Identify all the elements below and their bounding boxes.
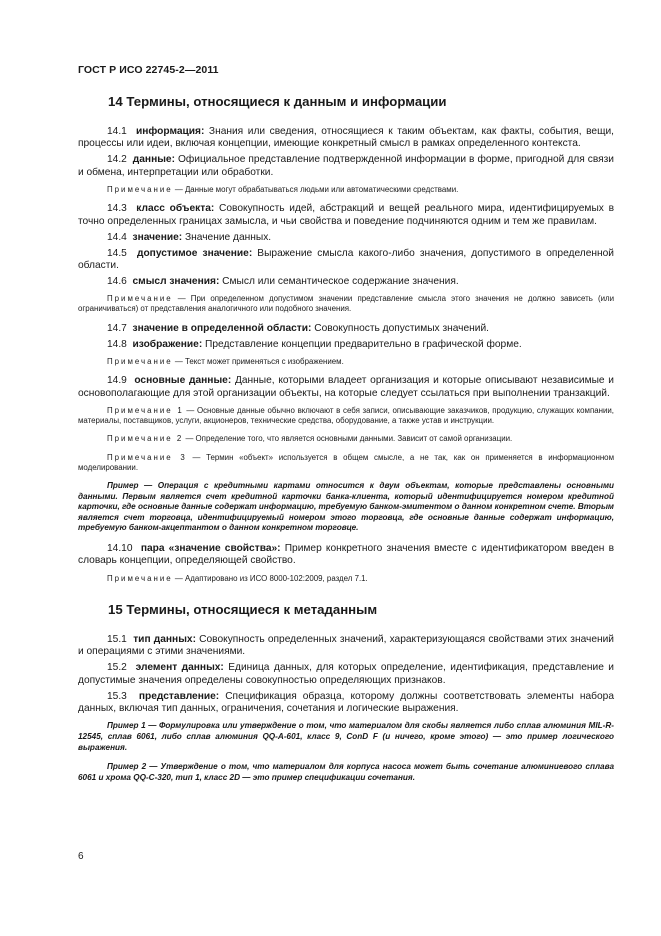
- term-14-8: 14.8 изображение: Представление концепции предварительно в графической форме.: [107, 338, 522, 350]
- note-14-9-3: Примечание 3 — Термин «объект» используется в общем смысле, а не так, как он применяется в информационном моделировании.: [78, 452, 614, 472]
- note-14-10: Примечание — Адаптировано из ИСО 8000-102:2009, раздел 7.1.: [107, 573, 368, 583]
- term-label: информация:: [135, 126, 205, 137]
- term-label: данные:: [132, 154, 175, 166]
- term-label: значение в определенной области:: [132, 322, 312, 334]
- term-label: тип данных:: [133, 634, 196, 645]
- term-label: пара «значение свойства»:: [140, 542, 281, 554]
- term-14-2: 14.2 данные: Официальное представление подтвержденной информации в форме, пригодной для связи и обмена, интерпретации или обработки.: [78, 154, 614, 178]
- page-number: 6: [78, 851, 84, 862]
- term-14-4: 14.4 значение: Значение данных.: [107, 231, 272, 243]
- document-header: ГОСТ Р ИСО 22745-2—2011: [78, 64, 219, 76]
- term-15-1: 15.1 тип данных: Совокупность определенных значений, характеризующаяся свойствами этих значений и операциями с этими значениями.: [78, 634, 614, 658]
- example-15-3-1: Пример 1 — Формулировка или утверждение о том, что материалом для скобы является либо сплав алюминия MIL-R-12545, сплав 6061, либо сплав алюминия QQ-A-601, класс 9, ConD F (и ничего, кроме этого) — это пример логического выражения.: [78, 721, 614, 752]
- term-14-7: 14.7 значение в определенной области: Совокупность допустимых значений.: [107, 322, 489, 334]
- term-label: допустимое значение:: [136, 247, 253, 259]
- term-label: смысл значения:: [132, 275, 220, 287]
- term-label: класс объекта:: [136, 203, 215, 215]
- term-label: изображение:: [132, 338, 203, 350]
- term-label: основные данные:: [134, 375, 232, 387]
- note-14-9-2: Примечание 2 — Определение того, что является основными данными. Зависит от самой организации.: [107, 434, 513, 444]
- term-14-10: 14.10 пара «значение свойства»: Пример конкретного значения вместе с идентификатором введен в словарь концепции, определяющей свойство.: [78, 542, 614, 567]
- term-label: представление:: [138, 690, 220, 702]
- term-14-9: 14.9 основные данные: Данные, которыми владеет организация и которые описывают независимые и основополагающие для этой организации объекты, на которые следует ссылаться при выполнении транзакций.: [78, 375, 614, 399]
- page-content: [78, 90, 614, 792]
- note-14-2: Примечание — Данные могут обрабатываться людьми или автоматическими средствами.: [107, 185, 459, 195]
- term-14-1: 14.1 информация: Знания или сведения, относящиеся к таким объектам, как факты, события, вещи, процессы или идеи, включая концепции, имеющие конкретный смысл в рамках определенного контекста.: [78, 126, 614, 150]
- term-label: элемент данных:: [135, 662, 224, 674]
- example-15-3-2: Пример 2 — Утверждение о том, что материалом для корпуса насоса может быть сочетание алюминиевого сплава 6061 и хрома QQ-C-320, тип 1, класс 2D — это пример спецификации сочетания.: [78, 762, 614, 782]
- note-14-8: Примечание — Текст может применяться с изображением.: [107, 356, 344, 366]
- note-14-6: Примечание — При определенном допустимом значении представление смысла этого значения не должно зависеть (или ограничиваться) от представления аналогичного или подобного значения.: [78, 294, 614, 314]
- term-14-3: 14.3 класс объекта: Совокупность идей, абстракций и вещей реального мира, идентифицируемых в точно определенных границах замысла, и чьи свойства и поведение подчиняются одним и тем же правилам.: [78, 203, 614, 227]
- note-14-9-1: Примечание 1 — Основные данные обычно включают в себя записи, описывающие заказчиков, продукцию, служащих компании, материалы, поставщиков, услуги, акционеров, технические средства, оборудование, а также устав и инструкции.: [78, 406, 614, 426]
- term-14-6: 14.6 смысл значения: Смысл или семантическое содержание значения.: [107, 275, 459, 287]
- section-15-title: 15 Термины, относящиеся к метаданным: [108, 602, 378, 617]
- term-15-3: 15.3 представление: Спецификация образца, которому должны соответствовать элементы набора данных, включая тип данных, ограничения, сочетания и логические выражения.: [78, 690, 615, 715]
- section-14-title: 14 Термины, относящиеся к данным и информации: [108, 94, 447, 109]
- example-14-9: Пример — Операция с кредитными картами относится к двум объектам, которые представлены основными данными. Первым является счет кредитной карточки банка-клиента, который идентифицируется номером кредитной карточки, где основные данные содержат информацию, требуемую банком-эмитентом о данном конкретном счете. Вторым является счет торговца, идентифицируемый номером этого торговца, где основные данные содержат информацию, требуемую банком-акцептантом о данном конкретном торговце.: [78, 481, 614, 533]
- term-14-5: 14.5 допустимое значение: Выражение смысла какого-либо значения, допустимого в определенной области.: [78, 247, 614, 271]
- term-label: значение:: [132, 231, 183, 243]
- term-15-2: 15.2 элемент данных: Единица данных, для которых определение, идентификация, представление и допустимые значения определены совокупностью определяющих признаков.: [78, 662, 614, 686]
